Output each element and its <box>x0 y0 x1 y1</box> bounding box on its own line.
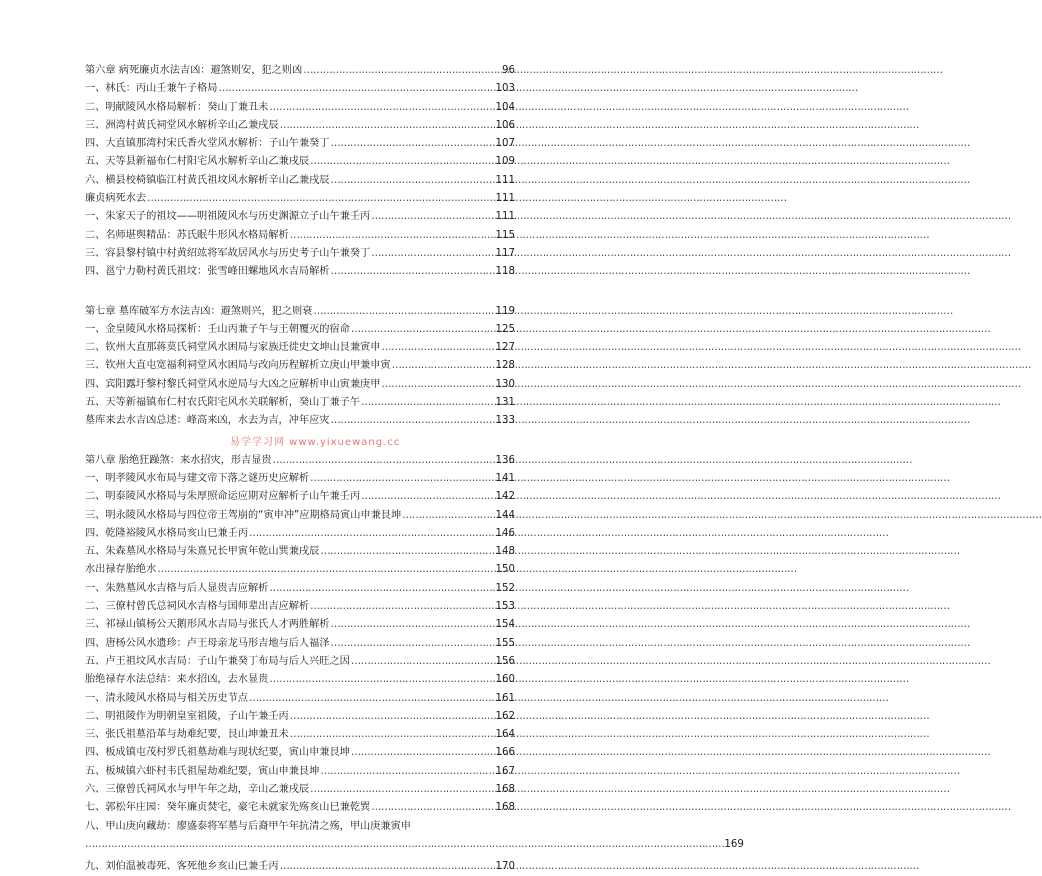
toc-chapter-heading[interactable]: 第七章 墓库破军方水法吉凶：避煞则兴，犯之则衰 ……………………………………………………………………………………………………………………………………………………………………………… 119 <box>85 303 515 321</box>
toc-entry[interactable]: 三、钦州大直屯宽福利祠堂风水困局与改向历程解析立庚山甲兼申寅 ……………………………………………………………………………………………………………………………………………………………………………… 128 <box>85 357 515 375</box>
toc-entry[interactable]: 九、刘伯温被毒死、客死他乡亥山巳兼壬丙 ……………………………………………………………………………………………………………………………………………………………………………… 170 <box>85 858 515 876</box>
toc-entry[interactable]: 四、宾阳露圩黎村黎氏祠堂风水逆局与大凶之应解析申山寅兼庚甲 ……………………………………………………………………………………………………………………………………………………………………………… 130 <box>85 376 515 394</box>
toc-subheading[interactable]: 廉贞病死水去 ……………………………………………………………………………………………………………………………………………………………………………… 111 <box>85 190 515 208</box>
toc-entry[interactable]: 四、邕宁力勒村黄氏祖坟：张雪峰田螺地风水吉局解析 ……………………………………………………………………………………………………………………………………………………………………………… 118 <box>85 263 515 281</box>
toc-entry[interactable]: 六、三僚曾氏祠风水与甲午年之劫，辛山乙兼戌辰 ……………………………………………………………………………………………………………………………………………………………………………… 168 <box>85 781 515 799</box>
toc-entry[interactable]: 五、卢王祖坟风水吉局：子山午兼癸丁布局与后人兴旺之因 ……………………………………………………………………………………………………………………………………………………………………………… 156 <box>85 653 515 671</box>
toc-subheading[interactable]: 胎绝禄存水法总结：来水招凶，去水显贵 ……………………………………………………………………………………………………………………………………………………………………………… 160 <box>85 671 515 689</box>
toc-entry[interactable]: 一、明孝陵风水布局与建文帝下落之谜历史应解析 ……………………………………………………………………………………………………………………………………………………………………………… 141 <box>85 470 515 488</box>
section-spacer <box>85 282 515 303</box>
toc-entry[interactable]: 五、板城镇六虾村韦氏祖屋劫难纪要，寅山申兼艮坤 ……………………………………………………………………………………………………………………………………………………………………………… 167 <box>85 763 515 781</box>
toc-entry[interactable]: 四、唐杨公风水遗珍：卢王母亲龙马形吉地与后人福泽 ……………………………………………………………………………………………………………………………………………………………………………… 155 <box>85 635 515 653</box>
toc-entry[interactable]: 三、容县黎村镇中村黄绍竑将军故居风水与历史考子山午兼癸丁 ……………………………………………………………………………………………………………………………………………………………………………… 117 <box>85 245 515 263</box>
toc-entry-wrapped-leader: ……………………………………………………………………………………………………………………………………………………………………………… 169 <box>85 836 515 854</box>
toc-entry[interactable]: 二、钦州大直那蒋莫氏祠堂风水困局与家族迁徙史文坤山艮兼寅申 ……………………………………………………………………………………………………………………………………………………………………………… 127 <box>85 339 515 357</box>
toc-entry[interactable]: 三、张氏祖墓沿革与劫难纪要，艮山坤兼丑未 ……………………………………………………………………………………………………………………………………………………………………………… 164 <box>85 726 515 744</box>
table-of-contents <box>85 62 744 876</box>
toc-entry[interactable]: 二、三僚村曾氏总祠风水吉格与国师辈出吉应解析 ……………………………………………………………………………………………………………………………………………………………………………… 153 <box>85 598 515 616</box>
toc-entry[interactable]: 一、清永陵风水格局与相关历史节点 ……………………………………………………………………………………………………………………………………………………………………………… 161 <box>85 690 515 708</box>
toc-entry[interactable]: 一、朱家天子的祖坟——明祖陵风水与历史渊源立子山午兼壬丙 ……………………………………………………………………………………………………………………………………………………………………………… 111 <box>85 208 515 226</box>
toc-section-ch7 <box>85 303 515 431</box>
toc-entry[interactable]: 六、横县校椅镇临江村黄氏祖坟风水解析辛山乙兼戌辰 ……………………………………………………………………………………………………………………………………………………………………………… 111 <box>85 172 515 190</box>
toc-entry[interactable]: 二、名师堪舆精品：苏氏眠牛形风水格局解析 ……………………………………………………………………………………………………………………………………………………………………………… 115 <box>85 227 515 245</box>
toc-subheading[interactable]: 水出禄存胎绝水 ……………………………………………………………………………………………………………………………………………………………………………… 150 <box>85 561 515 579</box>
toc-section-ch6 <box>85 62 515 282</box>
toc-entry[interactable]: 一、金皇陵风水格局探析：壬山丙兼子午与王朝覆灭的宿命 ……………………………………………………………………………………………………………………………………………………………………………… 125 <box>85 321 515 339</box>
toc-entry[interactable]: 三、祁禄山镇杨公天鹅形风水吉局与张氏人才两胜解析 ……………………………………………………………………………………………………………………………………………………………………………… 154 <box>85 616 515 634</box>
toc-section-ch8 <box>85 452 744 876</box>
toc-entry[interactable]: 三、明永陵风水格局与四位帝王驾崩的“寅申冲”应期格局寅山申兼艮坤 ……………………………………………………………………………………………………………………………………………………………………………… 144 <box>85 507 515 525</box>
toc-entry[interactable]: 二、明祖陵作为明朝皇室祖陵，子山午兼壬丙 ……………………………………………………………………………………………………………………………………………………………………………… 162 <box>85 708 515 726</box>
toc-chapter-heading[interactable]: 第六章 病死廉贞水法吉凶：避煞则安，犯之则凶 ……………………………………………………………………………………………………………………………………………………………………………… 96 <box>85 62 515 80</box>
toc-entry[interactable]: 三、洲湾村黄氏祠堂风水解析辛山乙兼戌辰 ……………………………………………………………………………………………………………………………………………………………………………… 106 <box>85 117 515 135</box>
toc-entry[interactable]: 一、林氏：丙山壬兼午子格局 ……………………………………………………………………………………………………………………………………………………………………………… 103 <box>85 80 515 98</box>
toc-entry[interactable]: 五、天等新福镇布仁村农氏阳宅风水关联解析，癸山丁兼子午 ……………………………………………………………………………………………………………………………………………………………………………… 131 <box>85 394 515 412</box>
toc-entry[interactable]: 一、朱熟墓风水吉格与后人显贵吉应解析 ……………………………………………………………………………………………………………………………………………………………………………… 152 <box>85 580 515 598</box>
toc-entry[interactable]: 二、明献陵风水格局解析：癸山丁兼丑未 ……………………………………………………………………………………………………………………………………………………………………………… 104 <box>85 99 515 117</box>
toc-chapter-heading[interactable]: 第八章 胎绝狂躁煞：来水招灾，形吉显贵 ……………………………………………………………………………………………………………………………………………………………………………… 136 <box>85 452 515 470</box>
toc-subheading[interactable]: 墓库来去水吉凶总述：峰高来凶，水去为吉，冲年应灾 ……………………………………………………………………………………………………………………………………………………………………………… 133 <box>85 412 515 430</box>
toc-entry[interactable]: 四、乾隆裕陵风水格局亥山巳兼壬丙 ……………………………………………………………………………………………………………………………………………………………………………… 146 <box>85 525 515 543</box>
toc-entry[interactable]: 七、郭松年庄园：癸年廉贞焚宅，豪宅未就家先殇亥山巳兼乾巽 ……………………………………………………………………………………………………………………………………………………………………………… 168 <box>85 799 515 817</box>
watermark-text: 易学学习网 www.yixuewang.cc <box>230 437 401 448</box>
toc-entry[interactable]: 四、板成镇屯茂村罗氏祖墓劫难与现状纪要，寅山申兼艮坤 ……………………………………………………………………………………………………………………………………………………………………………… 166 <box>85 744 515 762</box>
toc-entry-wrapped[interactable]: 八、甲山庚向藏劫：廖盛泰将军墓与后裔甲午年抗清之殇，甲山庚兼寅申 ……………………………………………………………………………………………………………………………………………………………………………… 169 <box>85 818 515 854</box>
toc-entry[interactable]: 二、明泰陵风水格局与朱厚照命运应期对应解析子山午兼壬丙 ……………………………………………………………………………………………………………………………………………………………………………… 142 <box>85 488 515 506</box>
toc-entry[interactable]: 五、朱森墓风水格局与朱熹兄长甲寅年乾山巽兼戌辰 ……………………………………………………………………………………………………………………………………………………………………………… 148 <box>85 543 515 561</box>
toc-entry[interactable]: 五、天等县新福布仁村阳宅风水解析辛山乙兼戌辰 ……………………………………………………………………………………………………………………………………………………………………………… 109 <box>85 153 515 171</box>
toc-entry[interactable]: 四、大直镇那湾村宋氏香火堂风水解析：子山午兼癸丁 ……………………………………………………………………………………………………………………………………………………………………………… 107 <box>85 135 515 153</box>
